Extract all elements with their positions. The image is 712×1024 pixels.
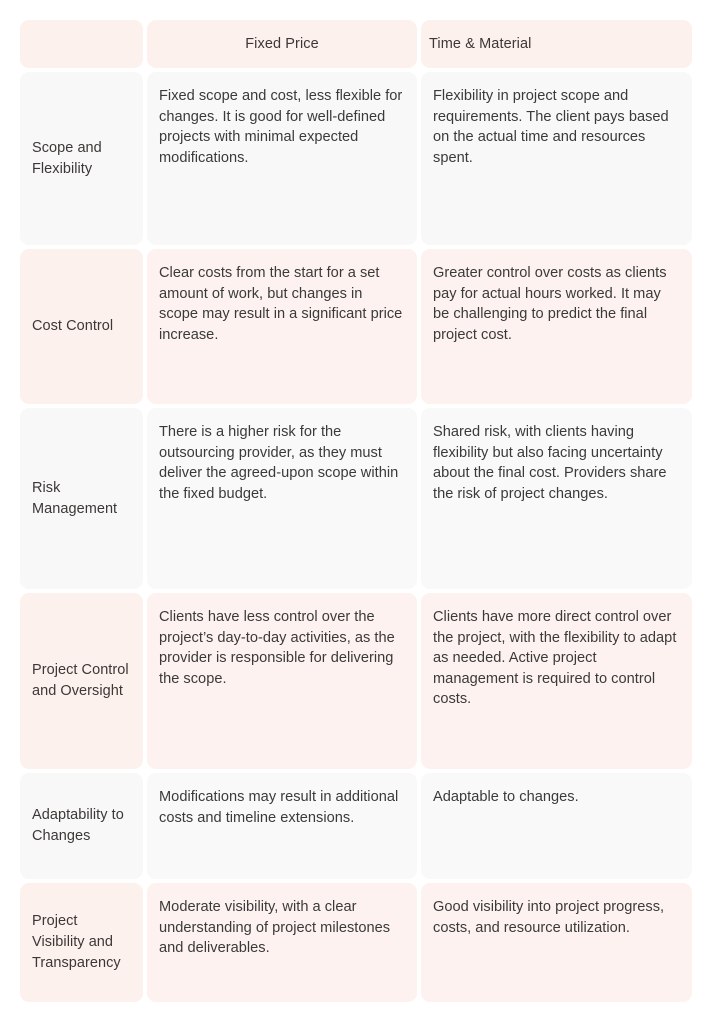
row-label: Project Control and Oversight <box>32 662 129 699</box>
row-label-cell <box>20 593 143 769</box>
row-cell-fixed-price <box>147 408 417 589</box>
row-cell-fixed-price <box>147 72 417 245</box>
row-text-time-material: Good visibility into project progress, costs, and resource utilization. <box>433 899 665 936</box>
comparison-table <box>20 20 692 1002</box>
header-cell-criterion <box>20 20 143 68</box>
table-row <box>20 593 692 769</box>
row-text-time-material: Shared risk, with clients having flexibility but also facing uncertainty about the final cost. Providers share the risk of project changes. <box>433 424 667 502</box>
row-cell-time-material <box>421 249 692 404</box>
row-cell-fixed-price <box>147 773 417 879</box>
header-label-fixed-price: Fixed Price <box>245 36 319 52</box>
row-label-cell <box>20 773 143 879</box>
table-row <box>20 72 692 245</box>
row-label: Risk Management <box>32 479 118 517</box>
row-label: Cost Control <box>32 318 114 334</box>
row-text-time-material: Flexibility in project scope and requirements. The client pays based on the actual time and resources spent. <box>433 88 669 166</box>
row-cell-time-material <box>421 408 692 589</box>
row-label-cell <box>20 72 143 245</box>
table-row <box>20 773 692 879</box>
row-label: Adaptability to Changes <box>32 807 124 844</box>
row-text-fixed-price: There is a higher risk for the outsourcing provider, as they must deliver the agreed-upon scope within the fixed budget. <box>159 424 399 502</box>
table-header-row <box>20 20 692 68</box>
row-text-time-material: Clients have more direct control over the project, with the flexibility to adapt as needed. Active project management is required to control costs. <box>433 609 677 707</box>
header-cell-time-material <box>421 20 692 68</box>
row-text-fixed-price: Moderate visibility, with a clear understanding of project milestones and deliverables. <box>159 899 391 956</box>
row-cell-time-material <box>421 883 692 1002</box>
row-text-time-material: Adaptable to changes. <box>433 789 579 805</box>
row-label-cell <box>20 249 143 404</box>
table-row <box>20 249 692 404</box>
row-label-cell <box>20 883 143 1002</box>
row-text-fixed-price: Modifications may result in additional costs and timeline extensions. <box>159 789 399 826</box>
row-cell-time-material <box>421 773 692 879</box>
row-cell-fixed-price <box>147 593 417 769</box>
header-cell-fixed-price <box>147 20 417 68</box>
row-label-cell <box>20 408 143 589</box>
row-text-fixed-price: Fixed scope and cost, less flexible for changes. It is good for well-defined projects with minimal expected modifications. <box>159 88 403 166</box>
row-cell-fixed-price <box>147 883 417 1002</box>
row-text-fixed-price: Clear costs from the start for a set amount of work, but changes in scope may result in a significant price increase. <box>159 265 403 343</box>
row-cell-time-material <box>421 593 692 769</box>
row-label: Project Visibility and Transparency <box>32 913 121 971</box>
header-label-time-material: Time & Material <box>429 36 532 52</box>
row-text-fixed-price: Clients have less control over the project’s day-to-day activities, as the provider is responsible for delivering the scope. <box>159 609 395 687</box>
row-text-time-material: Greater control over costs as clients pay for actual hours worked. It may be challenging to predict the final project cost. <box>433 265 667 343</box>
row-label: Scope and Flexibility <box>32 139 102 177</box>
table-row <box>20 408 692 589</box>
table-row <box>20 883 692 1002</box>
row-cell-fixed-price <box>147 249 417 404</box>
row-cell-time-material <box>421 72 692 245</box>
